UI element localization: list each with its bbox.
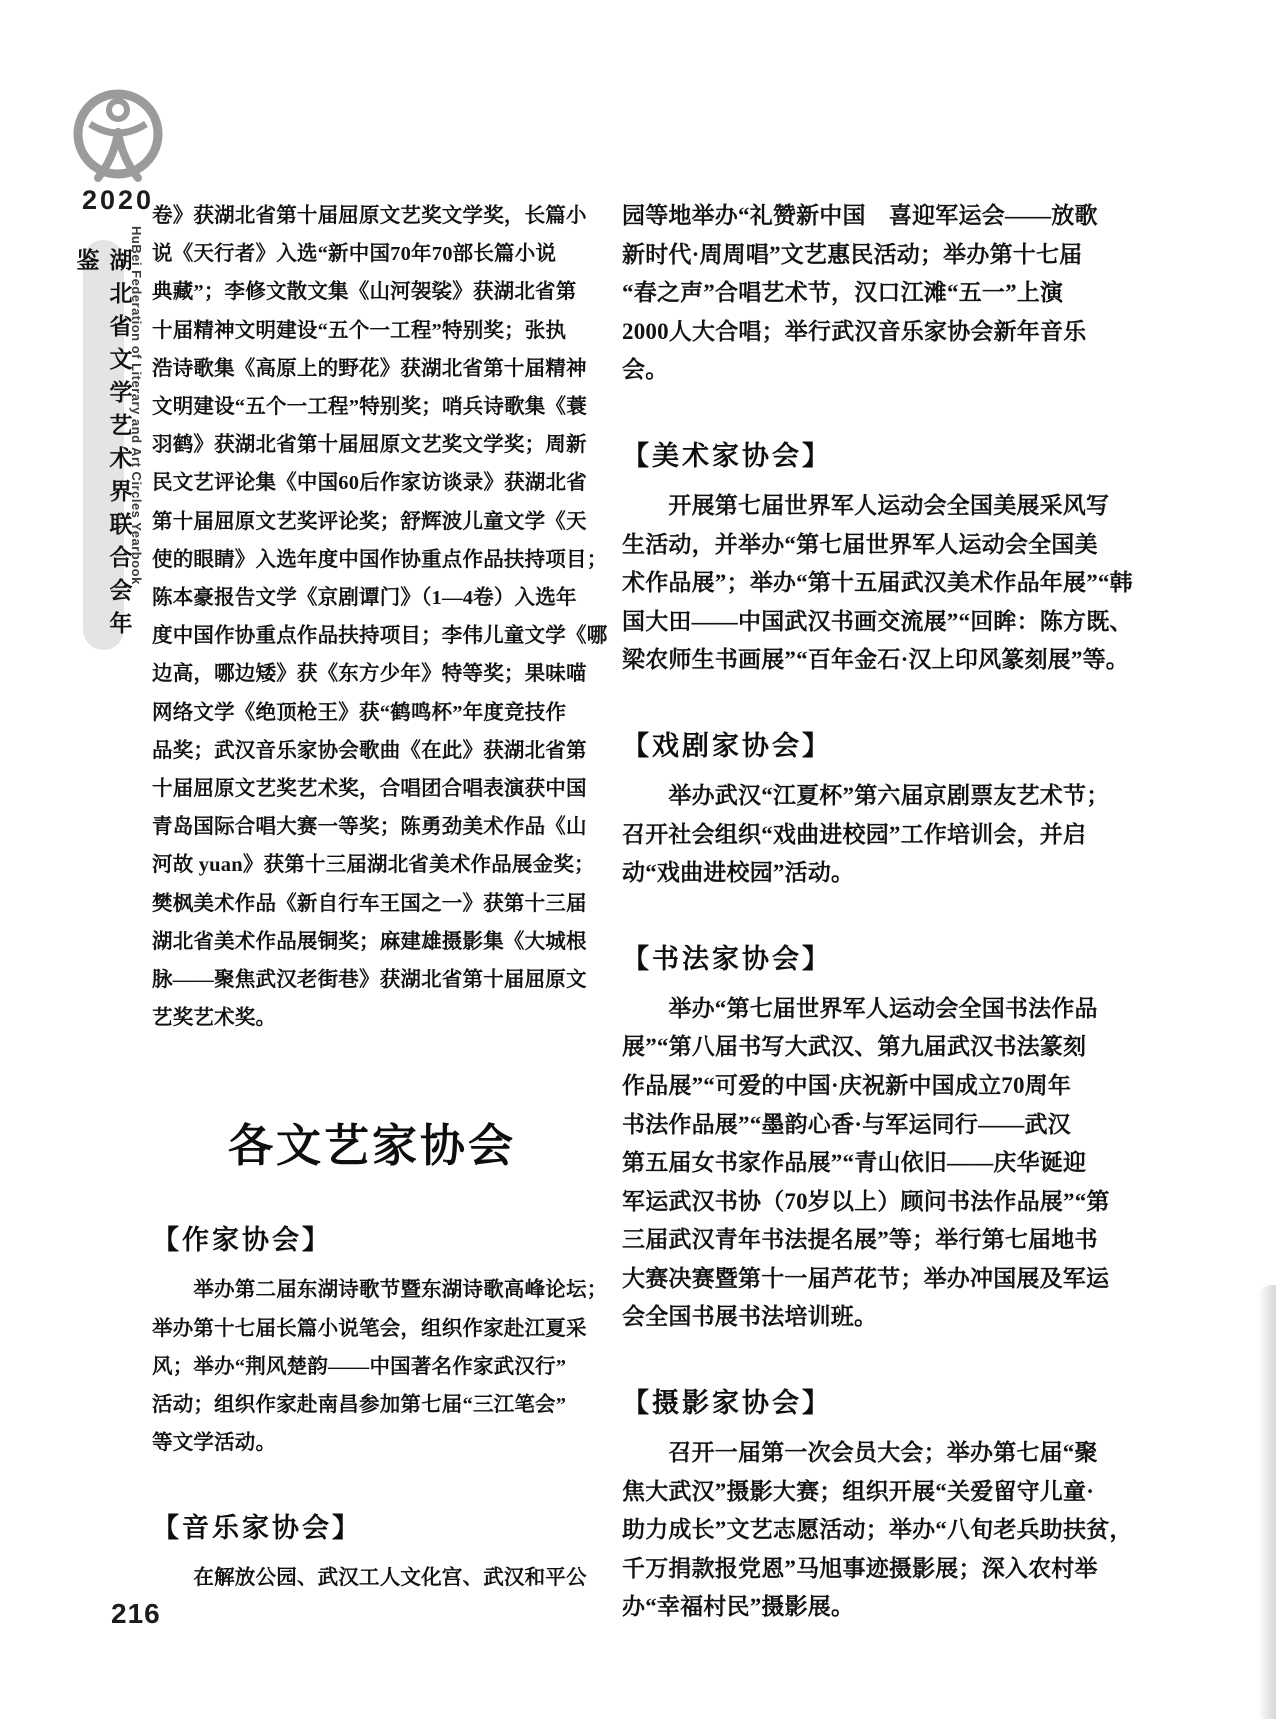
section-body <box>622 487 1170 680</box>
text-line: 樊枫美术作品《新自行车王国之一》获第十三届 <box>152 892 587 915</box>
text-line: 脉——聚焦武汉老街巷》获湖北省第十届屈原文 <box>152 969 587 992</box>
section-title-photographers: 【摄影家协会】 <box>622 1388 832 1419</box>
section-musicians <box>152 1506 592 1597</box>
text-line: 网络文学《绝顶枪王》获“鹤鸣杯”年度竞技作 <box>152 701 567 724</box>
section-title-dramatists: 【戏剧家协会】 <box>622 730 832 761</box>
page-section-heading: 各文艺家协会 <box>227 1120 516 1172</box>
section-title-calligraphers: 【书法家协会】 <box>622 943 832 974</box>
text-line: 术作品展”；举办“第十五届武汉美术作品年展”“韩 <box>622 570 1133 596</box>
section-title-artists: 【美术家协会】 <box>622 440 832 471</box>
text-line: 国大田——中国武汉书画交流展”“回眸：陈方既、 <box>622 608 1133 634</box>
text-line: 生活动，并举办“第七届世界军人运动会全国美 <box>622 531 1098 557</box>
section-title-musicians: 【音乐家协会】 <box>152 1513 362 1544</box>
text-line: 作品展”“可爱的中国·庆祝新中国成立70周年 <box>622 1072 1072 1098</box>
logo-year: 2020 <box>81 185 155 215</box>
text-line: 使的眼睛》入选年度中国作协重点作品扶持项目； <box>152 548 608 571</box>
sidebar-title-english: HuBei Federation of Literary and Art Circles Yearbook <box>129 226 144 585</box>
text-line: 浩诗歌集《高原上的野花》获湖北省第十届精神 <box>152 357 587 380</box>
text-line: 2000人大合唱；举行武汉音乐家协会新年音乐 <box>622 318 1087 344</box>
text-line: 等文学活动。 <box>152 1432 277 1455</box>
text-line: “春之声”合唱艺术节，汉口江滩“五一”上演 <box>622 280 1064 306</box>
text-line: 梁农师生书画展”“百年金石·汉上印风篆刻展”等。 <box>622 647 1129 673</box>
text-line: 举办武汉“江夏杯”第六届京剧票友艺术节； <box>622 782 1110 808</box>
text-line: 军运武汉书协（70岁以上）顾问书法作品展”“第 <box>622 1188 1110 1214</box>
text-line: 书法作品展”“墨韵心香·与军运同行——武汉 <box>622 1111 1071 1137</box>
page-number: 216 <box>111 1598 161 1629</box>
left-column <box>152 197 608 1598</box>
text-line: 展”“第八届书写大武汉、第九届武汉书法篆刻 <box>622 1034 1087 1060</box>
text-line: 十届精神文明建设“五个一工程”特别奖；张执 <box>152 319 567 342</box>
text-line: 湖北省美术作品展铜奖；麻建雄摄影集《大城根 <box>152 930 587 953</box>
text-line: 动“戏曲进校园”活动。 <box>622 860 855 886</box>
text-line: 度中国作协重点作品扶持项目；李伟儿童文学《哪 <box>152 625 608 648</box>
text-line: 召开一届第一次会员大会；举办第七届“聚 <box>622 1440 1098 1466</box>
text-line: 举办第十七届长篇小说笔会，组织作家赴江夏采 <box>152 1317 587 1340</box>
text-line: 民文艺评论集《中国60后作家访谈录》获湖北省 <box>152 472 587 495</box>
text-line: 新时代·周周唱”文艺惠民活动；举办第十七届 <box>622 241 1083 267</box>
sidebar-title-chinese: 湖北省文学艺术界联合会年鉴 <box>73 248 133 644</box>
text-line: 园等地举办“礼赞新中国 喜迎军运会——放歌 <box>622 203 1098 228</box>
text-line: 典藏”；李修文散文集《山河袈裟》获湖北省第 <box>152 281 577 304</box>
text-line: 陈本豪报告文学《京剧谭门》（1—4卷）入选年 <box>152 587 577 610</box>
text-line: 会。 <box>622 357 669 383</box>
section-title-writers: 【作家协会】 <box>152 1225 332 1256</box>
text-line: 边高，哪边矮》获《东方少年》特等奖；果味喵 <box>152 663 587 686</box>
text-line: 风；举办“荆风楚韵——中国著名作家武汉行” <box>152 1355 567 1378</box>
text-line: 卷》获湖北省第十届屈原文艺奖文学奖，长篇小 <box>152 205 587 227</box>
text-line: 活动；组织作家赴南昌参加第七届“三江笔会” <box>152 1394 567 1417</box>
section-calligraphers <box>622 937 1170 1337</box>
section-body <box>152 1271 608 1462</box>
section-artists <box>622 434 1170 680</box>
text-line: 说《天行者》入选“新中国70年70部长篇小说 <box>152 243 557 266</box>
text-line: 在解放公园、武汉工人文化宫、武汉和平公 <box>152 1567 587 1590</box>
text-line: 大赛决赛暨第十一届芦花节；举办冲国展及军运 <box>622 1265 1110 1291</box>
scan-edge-artifact <box>1258 1285 1276 1719</box>
text-line: 焦大武汉”摄影大赛；组织开展“关爱留守儿童· <box>622 1478 1095 1504</box>
text-line: 第五届女书家作品展”“青山依旧——庆华诞迎 <box>622 1150 1087 1176</box>
section-body <box>622 1434 1170 1627</box>
section-photographers <box>622 1381 1170 1627</box>
text-line: 会全国书展书法培训班。 <box>622 1304 878 1330</box>
text-line: 河故 yuan》获第十三届湖北省美术作品展金奖； <box>152 854 595 877</box>
section-dramatists <box>622 724 1170 893</box>
sidebar-strip <box>73 240 133 650</box>
text-line: 艺奖艺术奖。 <box>152 1007 277 1030</box>
musicians-continued-paragraph <box>622 197 1170 390</box>
text-line: 第十届屈原文艺奖评论奖；舒辉波儿童文学《天 <box>152 510 587 533</box>
right-column <box>622 197 1170 1627</box>
text-line: 召开社会组织“戏曲进校园”工作培训会，并启 <box>622 821 1087 847</box>
section-writers <box>152 1218 608 1462</box>
text-line: 办“幸福村民”摄影展。 <box>622 1594 855 1620</box>
text-line: 助力成长”文艺志愿活动；举办“八旬老兵助扶贫， <box>622 1517 1133 1543</box>
text-line: 十届屈原文艺奖艺术奖，合唱团合唱表演获中国 <box>152 778 587 801</box>
text-line: 品奖；武汉音乐家协会歌曲《在此》获湖北省第 <box>152 739 587 762</box>
text-line: 千万捐款报党恩”马旭事迹摄影展；深入农村举 <box>622 1555 1098 1581</box>
section-body <box>622 990 1170 1337</box>
text-line: 文明建设“五个一工程”特别奖；哨兵诗歌集《蓑 <box>152 396 587 419</box>
intro-paragraph <box>152 197 608 1037</box>
text-line: 三届武汉青年书法提名展”等；举行第七届地书 <box>622 1227 1098 1253</box>
text-line: 青岛国际合唱大赛一等奖；陈勇劲美术作品《山 <box>152 816 587 839</box>
federation-logo-icon <box>60 88 176 184</box>
text-line: 举办第二届东湖诗歌节暨东湖诗歌高峰论坛； <box>152 1279 608 1302</box>
text-line: 开展第七届世界军人运动会全国美展采风写 <box>622 492 1110 518</box>
text-line: 羽鹤》获湖北省第十届屈原文艺奖文学奖；周新 <box>152 434 587 457</box>
section-body <box>152 1559 592 1597</box>
text-line: 举办“第七届世界军人运动会全国书法作品 <box>622 995 1098 1021</box>
section-body <box>622 777 1170 893</box>
